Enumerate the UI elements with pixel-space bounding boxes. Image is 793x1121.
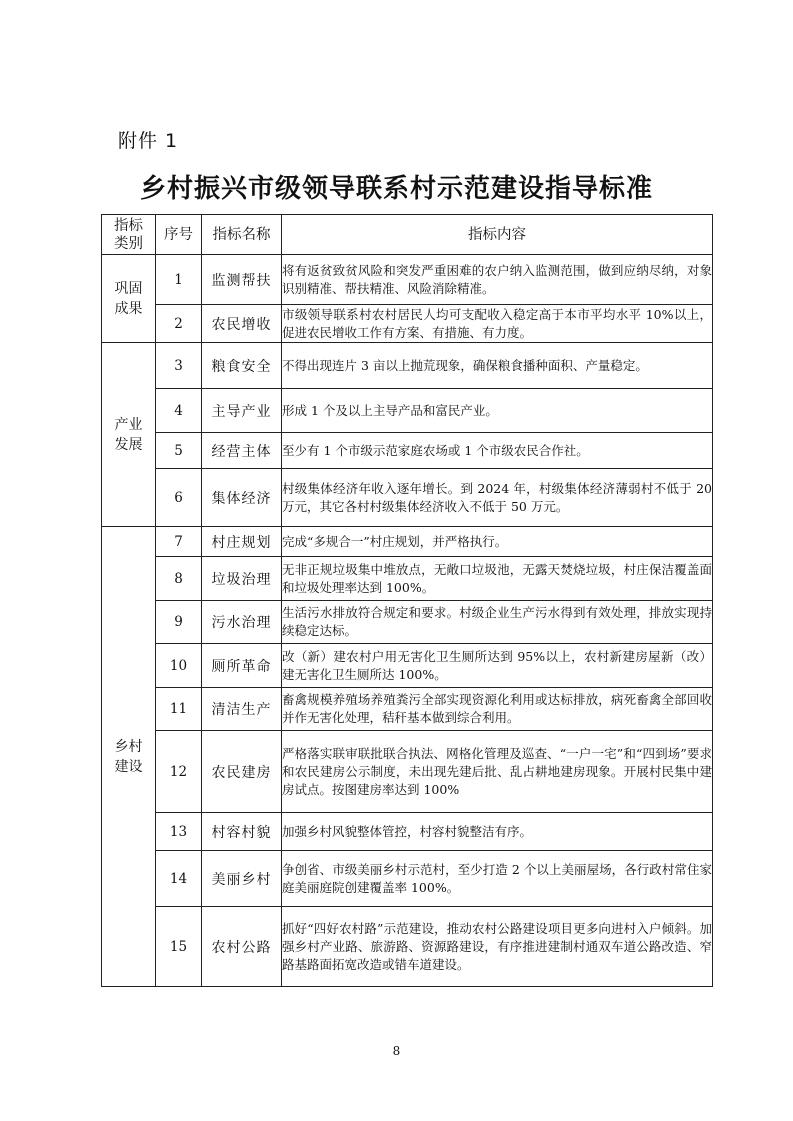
indicator-name: 村庄规划 — [202, 527, 282, 557]
indicator-name: 集体经济 — [202, 469, 282, 527]
seq-cell: 3 — [156, 343, 202, 389]
indicator-name: 清洁生产 — [202, 688, 282, 731]
table-row — [102, 907, 713, 987]
table-row — [102, 644, 713, 688]
indicator-name: 农村公路 — [202, 907, 282, 987]
category-label: 乡村建设 — [114, 738, 143, 775]
indicator-content: 将有返贫致贫风险和突发严重困难的农户纳入监测范围，做到应纳尽纳，对象识别精准、帮扶精准、风险消除精准。 — [282, 255, 713, 305]
indicator-name: 污水治理 — [202, 601, 282, 644]
page-number: 8 — [392, 1044, 401, 1058]
category-label: 巩固成果 — [114, 280, 143, 317]
seq-cell: 8 — [156, 557, 202, 601]
attachment-label: 附件 1 — [118, 130, 179, 152]
indicator-name: 经营主体 — [202, 433, 282, 469]
indicator-content: 形成 1 个及以上主导产品和富民产业。 — [282, 389, 713, 433]
table-row — [102, 469, 713, 527]
category-cell — [102, 255, 156, 343]
table-header-row — [102, 215, 713, 255]
indicator-content: 完成“多规合一”村庄规划，并严格执行。 — [282, 527, 713, 557]
table-row — [102, 813, 713, 851]
header-content: 指标内容 — [282, 215, 713, 255]
header-category: 指标类别 — [102, 215, 156, 255]
indicator-content: 市级领导联系村农村居民人均可支配收入稳定高于本市平均水平 10%以上，促进农民增收工作有方案、有措施、有力度。 — [282, 305, 713, 343]
table-row — [102, 343, 713, 389]
seq-cell: 1 — [156, 255, 202, 305]
indicator-content: 争创省、市级美丽乡村示范村，至少打造 2 个以上美丽屋场，各行政村常住家庭美丽庭院创建覆盖率 100%。 — [282, 851, 713, 907]
table-row — [102, 305, 713, 343]
seq-cell: 9 — [156, 601, 202, 644]
table-row — [102, 731, 713, 813]
table-row — [102, 527, 713, 557]
document-title: 乡村振兴市级领导联系村示范建设指导标准 — [139, 174, 653, 204]
indicator-content: 不得出现连片 3 亩以上抛荒现象，确保粮食播种面积、产量稳定。 — [282, 343, 713, 389]
table-row — [102, 688, 713, 731]
indicator-content: 加强乡村风貌整体管控，村容村貌整洁有序。 — [282, 813, 713, 851]
indicator-name: 村容村貌 — [202, 813, 282, 851]
seq-cell: 6 — [156, 469, 202, 527]
seq-cell: 12 — [156, 731, 202, 813]
seq-cell: 14 — [156, 851, 202, 907]
indicator-content: 生活污水排放符合规定和要求。村级企业生产污水得到有效处理，排放实现持续稳定达标。 — [282, 601, 713, 644]
table-row — [102, 601, 713, 644]
indicator-name: 垃圾治理 — [202, 557, 282, 601]
indicator-name: 监测帮扶 — [202, 255, 282, 305]
indicator-name: 主导产业 — [202, 389, 282, 433]
standards-table — [101, 214, 713, 987]
header-name: 指标名称 — [202, 215, 282, 255]
seq-cell: 13 — [156, 813, 202, 851]
table-row — [102, 851, 713, 907]
indicator-name: 农民增收 — [202, 305, 282, 343]
seq-cell: 2 — [156, 305, 202, 343]
indicator-content: 无非正规垃圾集中堆放点，无敞口垃圾池，无露天焚烧垃圾，村庄保洁覆盖面和垃圾处理率达到 100%。 — [282, 557, 713, 601]
table-row — [102, 255, 713, 305]
table-row — [102, 557, 713, 601]
indicator-content: 村级集体经济年收入逐年增长。到 2024 年，村级集体经济薄弱村不低于 20 万元，其它各村村级集体经济收入不低于 50 万元。 — [282, 469, 713, 527]
indicator-name: 农民建房 — [202, 731, 282, 813]
seq-cell: 4 — [156, 389, 202, 433]
header-seq: 序号 — [156, 215, 202, 255]
indicator-content: 畜禽规模养殖场养殖粪污全部实现资源化利用或达标排放，病死畜禽全部回收并作无害化处理，秸秆基本做到综合利用。 — [282, 688, 713, 731]
indicator-name: 美丽乡村 — [202, 851, 282, 907]
indicator-content: 至少有 1 个市级示范家庭农场或 1 个市级农民合作社。 — [282, 433, 713, 469]
indicator-name: 粮食安全 — [202, 343, 282, 389]
indicator-content: 改（新）建农村户用无害化卫生厕所达到 95%以上，农村新建房屋新（改）建无害化卫生厕所达 100%。 — [282, 644, 713, 688]
indicator-content: 抓好“四好农村路”示范建设，推动农村公路建设项目更多向进村入户倾斜。加强乡村产业路、旅游路、资源路建设，有序推进建制村通双车道公路改造、窄路基路面拓宽改造或错车道建设。 — [282, 907, 713, 987]
table-row — [102, 433, 713, 469]
seq-cell: 11 — [156, 688, 202, 731]
category-label: 产业发展 — [114, 416, 143, 453]
table-row — [102, 389, 713, 433]
seq-cell: 15 — [156, 907, 202, 987]
indicator-content: 严格落实联审联批联合执法、网格化管理及巡查、“一户一宅”和“四到场”要求和农民建房公示制度，未出现先建后批、乱占耕地建房现象。开展村民集中建房试点。按图建房率达到 100% — [282, 731, 713, 813]
seq-cell: 7 — [156, 527, 202, 557]
category-cell — [102, 343, 156, 527]
category-cell — [102, 527, 156, 987]
seq-cell: 10 — [156, 644, 202, 688]
seq-cell: 5 — [156, 433, 202, 469]
indicator-name: 厕所革命 — [202, 644, 282, 688]
